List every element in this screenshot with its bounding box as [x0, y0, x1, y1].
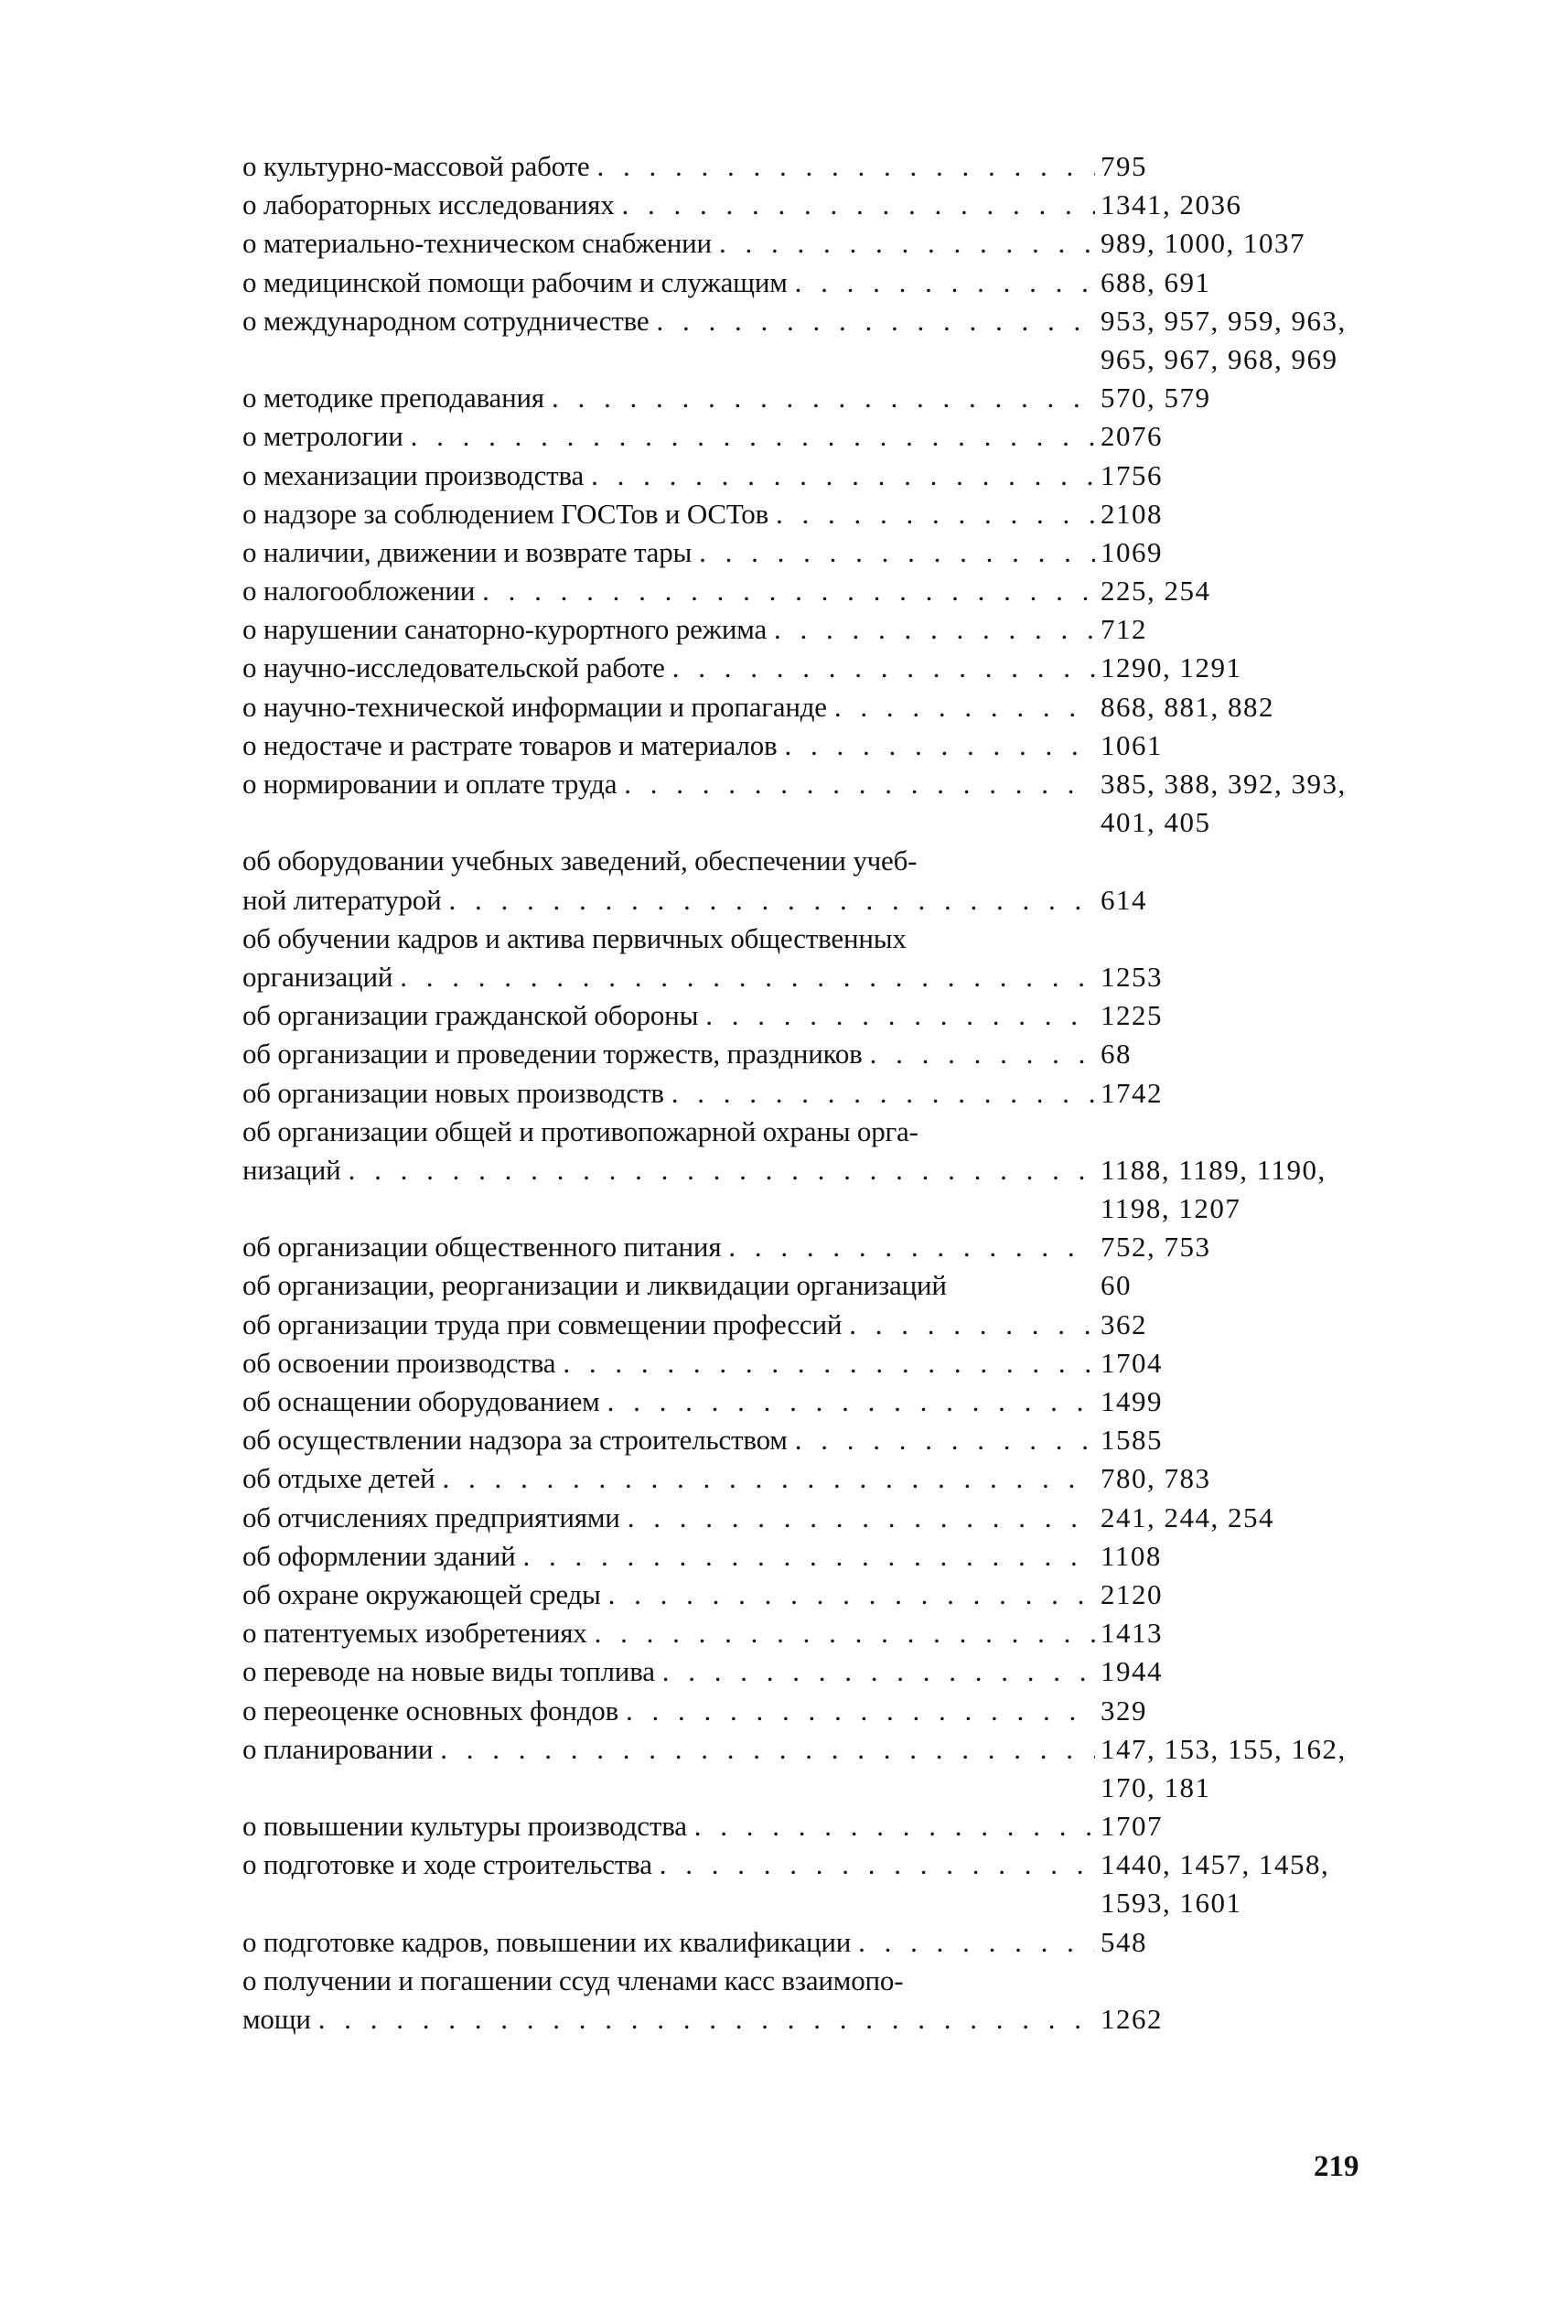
entry-numbers: 548	[1101, 1925, 1147, 1958]
entry-line	[242, 1962, 1377, 2000]
entry-line	[242, 842, 1377, 880]
entry-numbers: 1499	[1101, 1385, 1163, 1417]
entry-numbers: 1061	[1101, 728, 1163, 761]
index-entry	[242, 920, 1377, 996]
entry-label: об освоении производства	[242, 1346, 556, 1379]
dot-leader	[615, 186, 1095, 224]
dot-leader	[698, 996, 1095, 1035]
entry-label: о медицинской помощи рабочим и служащим	[242, 265, 788, 298]
index-entry	[242, 1652, 1377, 1691]
index-entry	[242, 457, 1377, 495]
index-entry	[242, 572, 1377, 610]
entry-line	[242, 1807, 1377, 1845]
index-entry	[242, 842, 1377, 919]
dot-leader	[392, 958, 1095, 996]
entry-label: о нормировании и оплате труда	[242, 768, 618, 800]
entry-line	[242, 1576, 1377, 1614]
index-entry	[242, 1845, 1377, 1922]
dot-leader	[441, 881, 1095, 920]
entry-line	[242, 1344, 1377, 1383]
dot-leader	[475, 572, 1095, 610]
index-entry	[242, 302, 1377, 379]
entry-numbers: 1756	[1101, 458, 1163, 491]
entry-numbers: 1742	[1101, 1076, 1163, 1109]
dot-leader	[516, 1537, 1096, 1576]
index-entry	[242, 1962, 1377, 2039]
index-entry	[242, 1421, 1377, 1459]
entry-line	[242, 1923, 1377, 1962]
index-entry	[242, 1035, 1377, 1073]
dot-leader	[584, 457, 1095, 495]
entry-line	[242, 1652, 1377, 1691]
entry-label: о международном сотрудничестве	[242, 304, 650, 337]
entry-label: об отдыхе детей	[242, 1462, 435, 1495]
entry-numbers: 147, 153, 155, 162,	[1101, 1732, 1347, 1765]
entry-line	[242, 417, 1377, 456]
entry-line	[242, 881, 1377, 920]
entry-label: о научно-исследовательской работе	[242, 651, 665, 684]
entry-numbers: 1944	[1101, 1655, 1163, 1688]
entry-numbers: 401, 405	[1101, 806, 1211, 839]
entry-line	[242, 302, 1377, 340]
index-entry	[242, 1499, 1377, 1537]
index-entry	[242, 726, 1377, 765]
entry-line	[242, 1228, 1377, 1266]
index-entry	[242, 495, 1377, 533]
entry-label: мощи	[242, 2003, 311, 2035]
index-list	[242, 147, 1377, 2039]
index-entry	[242, 379, 1377, 417]
entry-line	[242, 1730, 1377, 1769]
index-entry	[242, 533, 1377, 572]
dot-leader	[652, 1845, 1095, 1884]
index-entry	[242, 1383, 1377, 1421]
dot-leader	[692, 533, 1095, 572]
dot-leader	[620, 1499, 1095, 1537]
entry-numbers: 1413	[1101, 1617, 1163, 1650]
entry-line	[242, 1459, 1377, 1498]
entry-line	[242, 1614, 1377, 1652]
index-entry	[242, 1306, 1377, 1344]
entry-label: об организации труда при совмещении профессий	[242, 1307, 843, 1340]
index-entry	[242, 147, 1377, 186]
dot-leader	[863, 1035, 1095, 1073]
entry-label: о подготовке кадров, повышении их квалификации	[242, 1925, 852, 1958]
entry-line	[242, 224, 1377, 263]
entry-line	[242, 1421, 1377, 1459]
entry-line	[242, 1769, 1377, 1807]
entry-numbers: 1188, 1189, 1190,	[1101, 1153, 1326, 1186]
entry-line	[242, 340, 1377, 379]
entry-line	[242, 457, 1377, 495]
entry-line	[242, 1884, 1377, 1922]
entry-line	[242, 958, 1377, 996]
entry-label: об организации и проведении торжеств, праздников	[242, 1038, 863, 1071]
entry-label: об организации общественного питания	[242, 1231, 722, 1264]
entry-line	[242, 572, 1377, 610]
dot-leader	[311, 2000, 1095, 2039]
entry-label: об оформлении зданий	[242, 1539, 516, 1572]
entry-label: о научно-технической информации и пропаганде	[242, 690, 827, 723]
entry-numbers: 1225	[1101, 999, 1163, 1032]
dot-leader	[435, 1459, 1095, 1498]
dot-leader	[721, 1228, 1095, 1266]
dot-leader	[768, 495, 1095, 533]
entry-label: об организации новых производств	[242, 1076, 664, 1109]
entry-numbers: 2120	[1101, 1577, 1163, 1610]
entry-label: о материально-техническом снабжении	[242, 227, 712, 260]
entry-numbers: 1704	[1101, 1346, 1163, 1379]
entry-numbers: 60	[1101, 1269, 1132, 1302]
entry-label: об отчислениях предприятиями	[242, 1501, 620, 1533]
index-entry	[242, 417, 1377, 456]
dot-leader	[587, 1614, 1095, 1652]
entry-numbers: 570, 579	[1101, 382, 1211, 414]
dot-leader	[617, 765, 1095, 803]
dot-leader	[687, 1807, 1095, 1845]
index-entry	[242, 1344, 1377, 1383]
entry-numbers: 1707	[1101, 1810, 1163, 1843]
entry-label: о подготовке и ходе строительства	[242, 1848, 652, 1881]
entry-label: о лабораторных исследованиях	[242, 188, 615, 221]
entry-numbers: 1585	[1101, 1424, 1163, 1457]
entry-label: о методике преподавания	[242, 382, 544, 414]
index-entry	[242, 610, 1377, 649]
entry-line	[242, 1151, 1377, 1189]
entry-line	[242, 1266, 1377, 1305]
entry-line	[242, 186, 1377, 224]
entry-label: о надзоре за соблюдением ГОСТов и ОСТов	[242, 497, 769, 530]
entry-label: об организации общей и противопожарной охраны орга-	[242, 1114, 918, 1147]
dot-leader	[601, 1576, 1095, 1614]
index-entry	[242, 186, 1377, 224]
index-entry	[242, 1730, 1377, 1807]
dot-leader	[555, 1344, 1095, 1383]
entry-label: об осуществлении надзора за строительством	[242, 1424, 788, 1457]
entry-line	[242, 1499, 1377, 1537]
entry-label: об оборудовании учебных заведений, обеспечении учеб-	[242, 845, 918, 877]
index-entry	[242, 1459, 1377, 1498]
dot-leader	[788, 1421, 1095, 1459]
entry-numbers: 2076	[1101, 420, 1163, 453]
entry-line	[242, 1035, 1377, 1073]
entry-line	[242, 649, 1377, 687]
dot-leader	[788, 264, 1095, 302]
index-entry	[242, 264, 1377, 302]
dot-leader	[589, 147, 1095, 186]
index-entry	[242, 1576, 1377, 1614]
entry-line	[242, 1074, 1377, 1113]
entry-line	[242, 2000, 1377, 2039]
entry-label: о наличии, движении и возврате тары	[242, 535, 693, 568]
index-entry	[242, 1614, 1377, 1652]
entry-line	[242, 1306, 1377, 1344]
index-entry	[242, 1807, 1377, 1845]
entry-label: о получении и погашении ссуд членами касс взаимопо-	[242, 1964, 904, 1996]
entry-numbers: 1290, 1291	[1101, 651, 1242, 684]
entry-line	[242, 803, 1377, 842]
entry-line	[242, 726, 1377, 765]
page-number: 219	[1314, 2150, 1359, 2183]
entry-numbers: 1253	[1101, 960, 1163, 993]
entry-label: об организации гражданской обороны	[242, 999, 699, 1032]
entry-label: об обучении кадров и актива первичных общественных	[242, 921, 907, 954]
dot-leader	[767, 610, 1095, 649]
dot-leader	[341, 1151, 1095, 1189]
entry-numbers: 614	[1101, 883, 1147, 916]
entry-line	[242, 1845, 1377, 1884]
index-entry	[242, 1537, 1377, 1576]
dot-leader	[433, 1730, 1095, 1769]
entry-label: о нарушении санаторно-курортного режима	[242, 613, 768, 646]
entry-line	[242, 996, 1377, 1035]
entry-numbers: 1593, 1601	[1101, 1887, 1242, 1920]
entry-line	[242, 533, 1377, 572]
dot-leader	[618, 1692, 1095, 1730]
dot-leader	[649, 302, 1095, 340]
entry-numbers: 1108	[1101, 1539, 1162, 1572]
entry-line	[242, 765, 1377, 803]
entry-numbers: 225, 254	[1101, 575, 1211, 608]
entry-numbers: 965, 967, 968, 969	[1101, 342, 1338, 375]
dot-leader	[712, 224, 1095, 263]
entry-numbers: 780, 783	[1101, 1462, 1211, 1495]
index-entry	[242, 1692, 1377, 1730]
index-entry	[242, 1228, 1377, 1266]
entry-numbers: 1440, 1457, 1458,	[1101, 1848, 1330, 1881]
index-entry	[242, 996, 1377, 1035]
index-entry	[242, 1266, 1377, 1305]
entry-numbers: 795	[1101, 150, 1147, 182]
entry-label: организаций	[242, 960, 393, 993]
dot-leader	[665, 649, 1095, 687]
entry-label: о повышении культуры производства	[242, 1810, 687, 1843]
entry-label: о переоценке основных фондов	[242, 1694, 619, 1727]
dot-leader	[655, 1652, 1095, 1691]
entry-label: об охране окружающей среды	[242, 1577, 601, 1610]
dot-leader	[827, 688, 1095, 726]
entry-label: о планировании	[242, 1732, 434, 1765]
dot-leader	[842, 1306, 1095, 1344]
entry-label: о патентуемых изобретениях	[242, 1617, 587, 1650]
entry-numbers: 329	[1101, 1694, 1147, 1727]
entry-label: низаций	[242, 1153, 341, 1186]
entry-numbers: 688, 691	[1101, 265, 1211, 298]
entry-label: о налогообложении	[242, 575, 476, 608]
entry-line	[242, 1537, 1377, 1576]
entry-line	[242, 264, 1377, 302]
index-entry	[242, 1074, 1377, 1113]
index-entry	[242, 1113, 1377, 1229]
index-entry	[242, 649, 1377, 687]
dot-leader	[851, 1923, 1095, 1962]
entry-numbers: 1262	[1101, 2003, 1163, 2035]
entry-line	[242, 1383, 1377, 1421]
dot-leader	[664, 1074, 1095, 1113]
entry-label: о переводе на новые виды топлива	[242, 1655, 655, 1688]
entry-label: о метрологии	[242, 420, 403, 453]
dot-leader	[403, 417, 1095, 456]
entry-label: ной литературой	[242, 883, 442, 916]
entry-numbers: 953, 957, 959, 963,	[1101, 304, 1347, 337]
index-entry	[242, 1923, 1377, 1962]
index-entry	[242, 765, 1377, 842]
entry-numbers: 752, 753	[1101, 1231, 1211, 1264]
entry-line	[242, 920, 1377, 958]
entry-label: о культурно-массовой работе	[242, 150, 590, 182]
entry-line	[242, 1189, 1377, 1228]
entry-numbers: 385, 388, 392, 393,	[1101, 768, 1347, 800]
entry-numbers: 1341, 2036	[1101, 188, 1242, 221]
index-entry	[242, 224, 1377, 263]
entry-line	[242, 495, 1377, 533]
entry-numbers: 868, 881, 882	[1101, 690, 1274, 723]
entry-numbers: 1069	[1101, 535, 1163, 568]
entry-numbers: 2108	[1101, 497, 1163, 530]
entry-numbers: 1198, 1207	[1101, 1192, 1241, 1225]
dot-leader	[778, 726, 1096, 765]
entry-numbers: 989, 1000, 1037	[1101, 227, 1305, 260]
entry-numbers: 241, 244, 254	[1101, 1501, 1274, 1533]
entry-numbers: 170, 181	[1101, 1770, 1211, 1803]
dot-leader	[600, 1383, 1095, 1421]
entry-line	[242, 610, 1377, 649]
entry-line	[242, 1113, 1377, 1151]
entry-label: о механизации производства	[242, 458, 585, 491]
entry-line	[242, 379, 1377, 417]
entry-label: об оснащении оборудованием	[242, 1385, 600, 1417]
entry-label: о недостаче и растрате товаров и материалов	[242, 728, 778, 761]
index-entry	[242, 688, 1377, 726]
dot-leader	[544, 379, 1095, 417]
entry-line	[242, 1692, 1377, 1730]
entry-line	[242, 147, 1377, 186]
entry-numbers: 712	[1101, 613, 1147, 646]
entry-numbers: 68	[1101, 1038, 1132, 1071]
entry-line	[242, 688, 1377, 726]
entry-label: об организации, реорганизации и ликвидации организаций	[242, 1269, 947, 1302]
entry-numbers: 362	[1101, 1307, 1147, 1340]
